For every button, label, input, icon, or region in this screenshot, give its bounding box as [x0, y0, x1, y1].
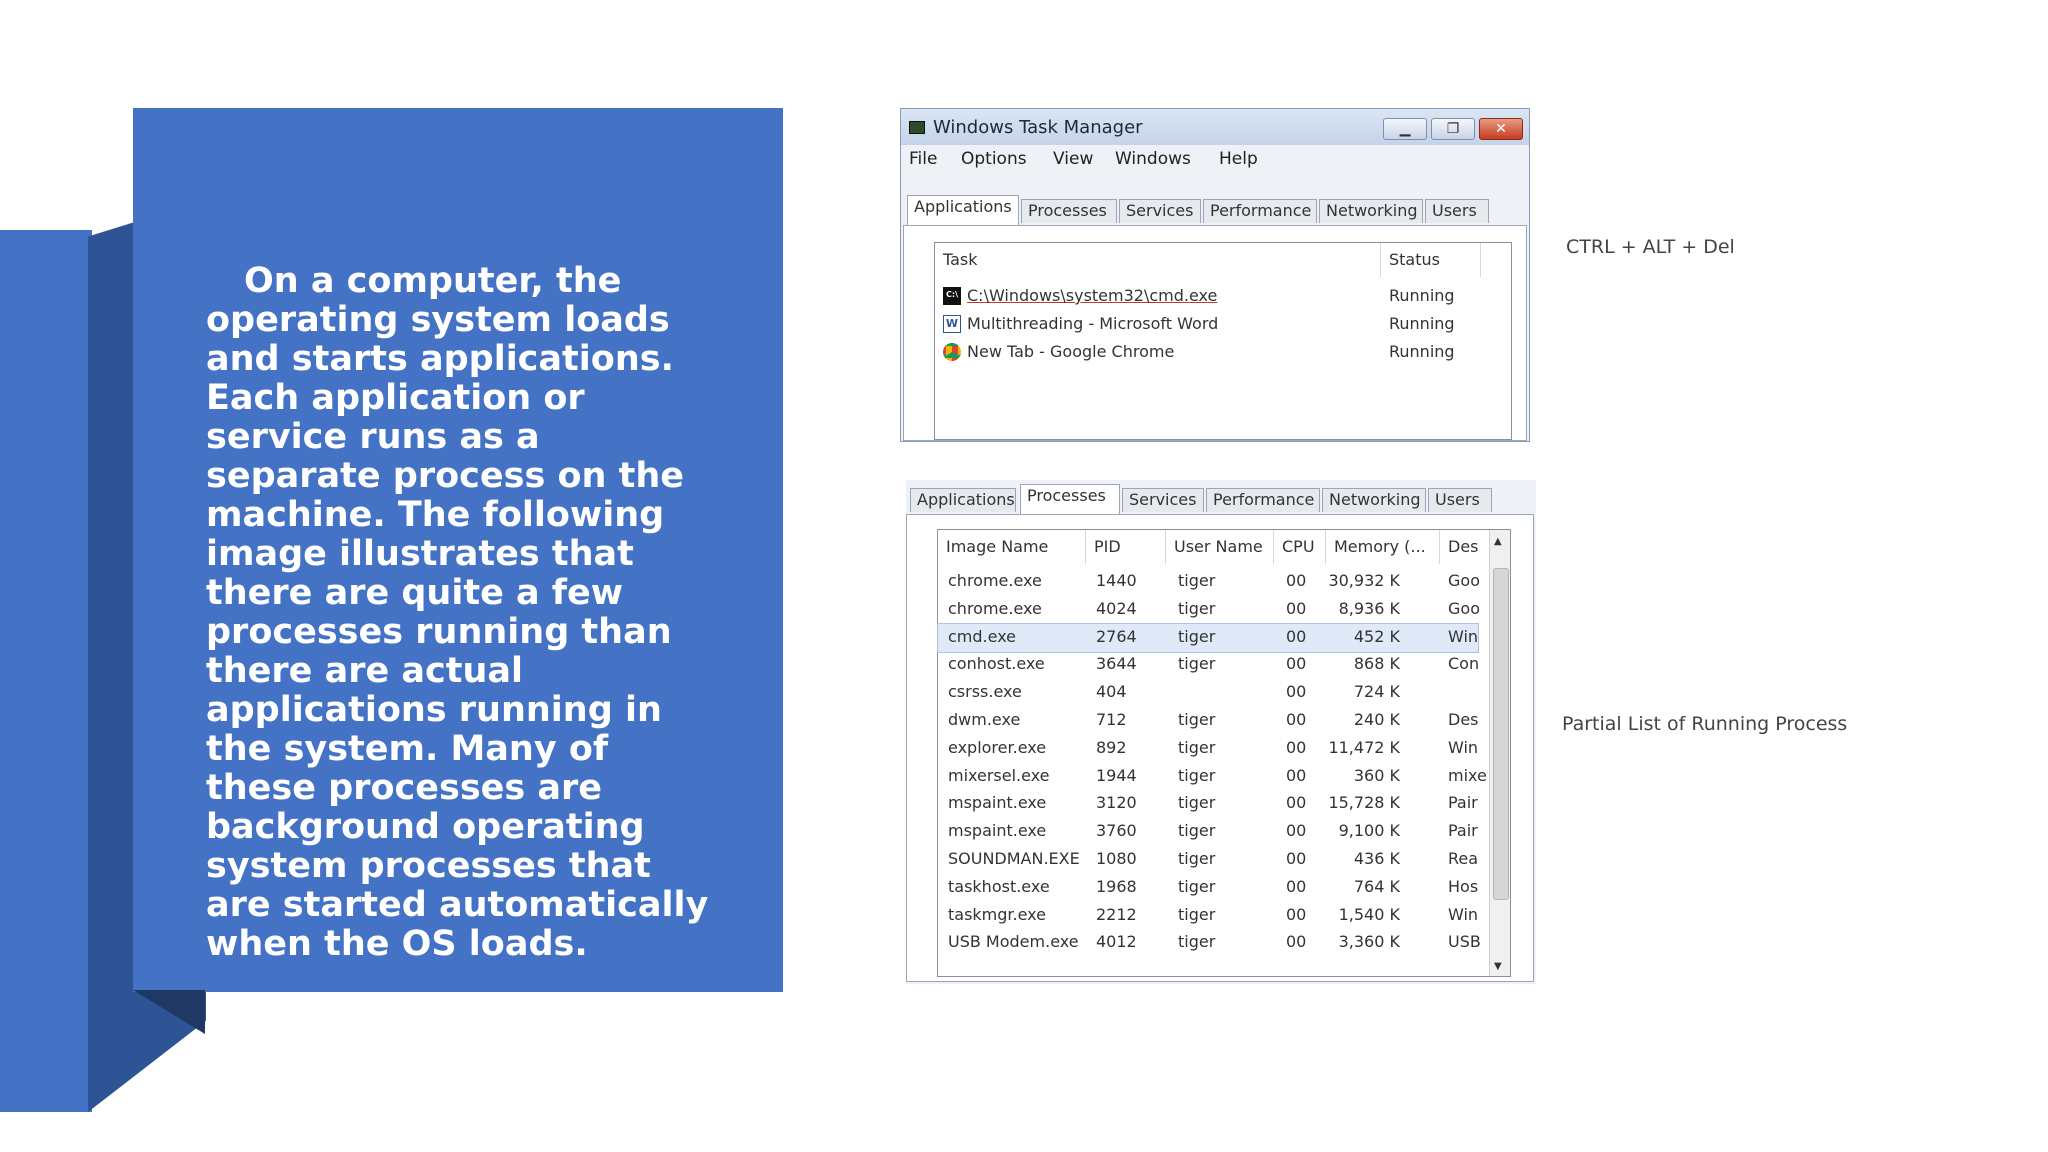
process-row[interactable] — [938, 624, 1478, 652]
menu-windows[interactable]: Windows — [1115, 149, 1191, 169]
tab-networking[interactable]: Networking — [1322, 488, 1426, 512]
process-user: tiger — [1178, 571, 1216, 590]
process-pid: 892 — [1096, 737, 1127, 757]
menu-options[interactable]: Options — [961, 149, 1027, 169]
process-pid: 1944 — [1096, 765, 1137, 785]
process-pid: 3120 — [1096, 793, 1137, 813]
tab-strip — [910, 484, 1520, 512]
processes-window — [906, 480, 1536, 984]
process-image-name: taskmgr.exe — [948, 904, 1046, 924]
task-status: Running — [1389, 314, 1455, 333]
cmd-icon: C:\ — [943, 287, 961, 305]
task-name: C:\Windows\system32\cmd.exe — [967, 286, 1218, 305]
process-cpu: 00 — [1286, 932, 1307, 952]
process-cpu: 00 — [1286, 821, 1307, 841]
process-description: mixe — [1448, 765, 1487, 785]
tab-services[interactable]: Services — [1119, 199, 1201, 223]
column-user-name[interactable]: User Name — [1166, 530, 1274, 564]
processes-pane — [906, 514, 1534, 982]
tab-users[interactable]: Users — [1425, 199, 1489, 223]
process-cpu: 00 — [1286, 904, 1307, 924]
process-row[interactable] — [938, 596, 1478, 624]
process-pid: 2764 — [1096, 626, 1137, 646]
task-name: New Tab - Google Chrome — [967, 342, 1175, 361]
process-memory: 868 K — [1353, 654, 1400, 674]
tab-applications[interactable]: Applications — [907, 195, 1019, 225]
column-memory[interactable]: Memory (... — [1326, 530, 1440, 564]
process-user: tiger — [1178, 876, 1216, 896]
process-user: tiger — [1178, 765, 1216, 785]
process-image-name: conhost.exe — [948, 654, 1045, 674]
process-row[interactable] — [938, 790, 1478, 818]
menu-help[interactable]: Help — [1219, 149, 1258, 169]
process-user: tiger — [1178, 904, 1216, 924]
task-row[interactable] — [935, 339, 1511, 367]
process-row[interactable] — [938, 874, 1478, 902]
process-description: Pair — [1448, 821, 1478, 841]
process-row[interactable] — [938, 763, 1487, 791]
title-bar[interactable] — [901, 109, 1529, 145]
minimize-button[interactable]: ▁ — [1383, 118, 1427, 140]
task-row[interactable] — [935, 283, 1511, 311]
column-task[interactable]: Task — [935, 243, 1381, 277]
process-pid: 1968 — [1096, 876, 1137, 896]
process-description: Win — [1448, 904, 1479, 924]
task-status: Running — [1389, 286, 1455, 305]
process-row[interactable] — [938, 735, 1478, 763]
process-memory: 1,540 K — [1338, 904, 1400, 924]
process-description: Goo — [1448, 571, 1480, 590]
process-memory: 8,936 K — [1338, 598, 1400, 618]
tab-services[interactable]: Services — [1122, 488, 1204, 512]
process-pid: 1440 — [1096, 571, 1137, 590]
task-list — [934, 242, 1512, 440]
process-cpu: 00 — [1286, 793, 1307, 813]
process-memory: 436 K — [1353, 849, 1400, 868]
process-user: tiger — [1178, 598, 1216, 618]
process-pid: 3644 — [1096, 654, 1137, 674]
process-pid: 404 — [1096, 682, 1127, 702]
task-manager-icon — [909, 121, 925, 134]
tab-strip — [907, 195, 1517, 223]
column-image-name[interactable]: Image Name — [938, 530, 1086, 564]
process-pid: 3760 — [1096, 821, 1137, 841]
process-image-name: chrome.exe — [948, 598, 1042, 618]
process-description: Rea — [1448, 849, 1479, 868]
tab-performance[interactable]: Performance — [1206, 488, 1320, 512]
process-row[interactable] — [938, 929, 1481, 957]
process-user: tiger — [1178, 654, 1216, 674]
process-row[interactable] — [938, 651, 1478, 679]
task-manager-window — [900, 108, 1530, 442]
process-row[interactable] — [938, 846, 1478, 874]
process-cpu: 00 — [1286, 598, 1307, 618]
process-cpu: 00 — [1286, 737, 1307, 757]
process-image-name: taskhost.exe — [948, 876, 1050, 896]
process-cpu: 00 — [1286, 682, 1307, 702]
process-memory: 452 K — [1353, 626, 1400, 646]
process-image-name: mspaint.exe — [948, 793, 1047, 813]
menu-bar — [901, 147, 1529, 173]
process-memory: 15,728 K — [1328, 793, 1400, 813]
slide-body-text — [206, 262, 726, 964]
process-user: tiger — [1178, 821, 1216, 841]
task-status: Running — [1389, 342, 1455, 361]
process-description: USB — [1448, 932, 1481, 952]
process-image-name: dwm.exe — [948, 710, 1021, 729]
close-button[interactable]: ✕ — [1479, 118, 1523, 140]
column-pid[interactable]: PID — [1086, 530, 1166, 564]
process-memory: 240 K — [1353, 710, 1400, 729]
applications-pane — [903, 225, 1527, 441]
process-memory: 764 K — [1353, 876, 1400, 896]
body-paragraph: On a computer, the operating system loads and starts applications. Each application or service runs as a separate process on the machine. The following image illustrates that there are quite a few processes running than there are actual applications running in the system. Many of these processes are background operating system processes that are started automatically when the OS loads. — [206, 261, 709, 964]
tab-processes[interactable]: Processes — [1020, 484, 1120, 514]
partial-list-caption: Partial List of Running Process — [1562, 713, 1848, 735]
process-pid: 1080 — [1096, 849, 1137, 868]
task-row[interactable] — [935, 311, 1511, 339]
process-image-name: cmd.exe — [948, 626, 1017, 646]
tab-networking[interactable]: Networking — [1319, 199, 1423, 223]
scroll-up-arrow[interactable]: ▲ — [1494, 536, 1502, 547]
process-user: tiger — [1178, 849, 1216, 868]
tab-processes[interactable]: Processes — [1021, 199, 1117, 223]
process-user: tiger — [1178, 793, 1216, 813]
process-memory: 11,472 K — [1328, 737, 1400, 757]
process-image-name: mspaint.exe — [948, 821, 1047, 841]
tab-users[interactable]: Users — [1428, 488, 1492, 512]
process-image-name: explorer.exe — [948, 737, 1047, 757]
tab-applications[interactable]: Applications — [910, 488, 1016, 512]
process-pid: 4024 — [1096, 598, 1137, 618]
process-image-name: chrome.exe — [948, 571, 1042, 590]
process-user: tiger — [1178, 737, 1216, 757]
tab-performance[interactable]: Performance — [1203, 199, 1317, 223]
process-row[interactable] — [938, 707, 1478, 735]
process-pid: 712 — [1096, 710, 1127, 729]
process-user: tiger — [1178, 710, 1216, 729]
word-icon: W — [943, 315, 961, 333]
process-description: Win — [1448, 626, 1479, 646]
process-row[interactable] — [938, 902, 1478, 930]
process-row[interactable] — [938, 679, 1478, 707]
process-pid: 4012 — [1096, 932, 1137, 952]
scroll-thumb[interactable] — [1493, 568, 1509, 900]
shortcut-caption: CTRL + ALT + Del — [1566, 236, 1735, 258]
process-cpu: 00 — [1286, 710, 1307, 729]
task-name: Multithreading - Microsoft Word — [967, 314, 1219, 333]
process-cpu: 00 — [1286, 654, 1307, 674]
process-image-name: mixersel.exe — [948, 765, 1050, 785]
process-image-name: USB Modem.exe — [948, 932, 1079, 952]
menu-view[interactable]: View — [1053, 149, 1094, 169]
process-description: Pair — [1448, 793, 1478, 813]
process-description: Hos — [1448, 876, 1479, 896]
column-status[interactable]: Status — [1381, 243, 1481, 277]
column-description[interactable]: Des — [1448, 537, 1479, 556]
process-description: Win — [1448, 737, 1479, 757]
process-memory: 3,360 K — [1338, 932, 1400, 952]
process-row[interactable] — [938, 818, 1478, 846]
process-image-name: csrss.exe — [948, 682, 1022, 702]
chrome-icon — [943, 343, 961, 361]
process-cpu: 00 — [1286, 571, 1307, 590]
process-memory: 9,100 K — [1338, 821, 1400, 841]
process-user: tiger — [1178, 932, 1216, 952]
process-image-name: SOUNDMAN.EXE — [948, 849, 1080, 868]
process-cpu: 00 — [1286, 626, 1307, 646]
process-user: tiger — [1178, 626, 1216, 646]
accent-bar — [0, 230, 92, 1112]
process-description: Des — [1448, 710, 1479, 729]
scroll-down-arrow[interactable]: ▼ — [1494, 961, 1502, 972]
vertical-scrollbar[interactable] — [1489, 530, 1510, 976]
window-title: Windows Task Manager — [933, 117, 1143, 138]
process-cpu: 00 — [1286, 876, 1307, 896]
process-description: Goo — [1448, 598, 1480, 618]
process-memory: 360 K — [1353, 765, 1400, 785]
process-pid: 2212 — [1096, 904, 1137, 924]
process-memory: 724 K — [1353, 682, 1400, 702]
process-memory: 30,932 K — [1328, 571, 1400, 590]
maximize-button[interactable]: ❐ — [1431, 118, 1475, 140]
menu-file[interactable]: File — [909, 149, 938, 169]
column-cpu[interactable]: CPU — [1274, 530, 1326, 564]
process-cpu: 00 — [1286, 765, 1307, 785]
process-list — [937, 529, 1511, 977]
process-cpu: 00 — [1286, 849, 1307, 868]
process-description: Con — [1448, 654, 1480, 674]
process-row[interactable] — [938, 568, 1478, 596]
